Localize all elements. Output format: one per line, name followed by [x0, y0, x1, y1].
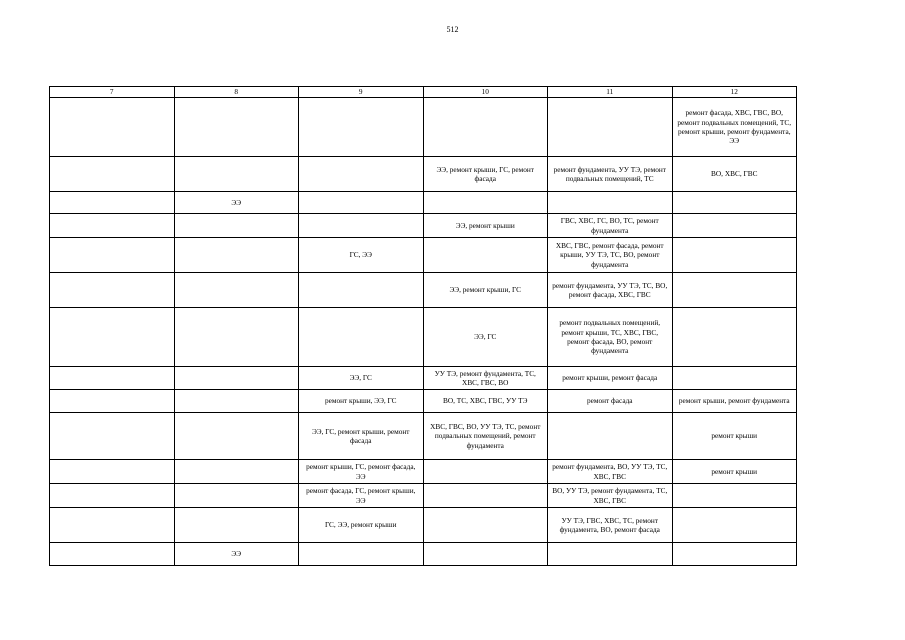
table-cell: ЭЭ, ГС [299, 367, 424, 390]
column-header: 10 [423, 87, 548, 98]
table-cell [672, 543, 797, 566]
table-row [50, 214, 797, 238]
table-cell [299, 308, 424, 367]
table-cell: ремонт подвальных помещений, ремонт крыши, ТС, ХВС, ГВС, ремонт фасада, ВО, ремонт фундамента [548, 308, 673, 367]
table-row [50, 367, 797, 390]
table-cell: ремонт крыши, ЭЭ, ГС [299, 390, 424, 413]
table-cell [423, 238, 548, 273]
table-cell: ремонт фасада, ГС, ремонт крыши, ЭЭ [299, 484, 424, 508]
column-header: 7 [50, 87, 175, 98]
table-cell [50, 238, 175, 273]
table-cell: ЭЭ [174, 543, 299, 566]
table-cell [50, 390, 175, 413]
table-cell [174, 214, 299, 238]
table-row [50, 238, 797, 273]
table-cell [548, 98, 673, 157]
table-row [50, 460, 797, 484]
table-cell [50, 308, 175, 367]
table-cell: ЭЭ, ГС [423, 308, 548, 367]
table-cell: ХВС, ГВС, ремонт фасада, ремонт крыши, УУ ТЭ, ТС, ВО, ремонт фундамента [548, 238, 673, 273]
column-header: 12 [672, 87, 797, 98]
table-cell: УУ ТЭ, ГВС, ХВС, ТС, ремонт фундамента, ВО, ремонт фасада [548, 508, 673, 543]
column-header: 11 [548, 87, 673, 98]
table-cell [50, 157, 175, 192]
table-cell [548, 192, 673, 214]
table-cell [672, 367, 797, 390]
table-cell: ремонт крыши, ремонт фасада [548, 367, 673, 390]
table-cell [299, 192, 424, 214]
table-cell: ЭЭ, ремонт крыши, ГС, ремонт фасада [423, 157, 548, 192]
table-cell: ЭЭ [174, 192, 299, 214]
table-cell: УУ ТЭ, ремонт фундамента, ТС, ХВС, ГВС, ВО [423, 367, 548, 390]
table-cell [548, 543, 673, 566]
table-cell [174, 157, 299, 192]
table-cell [50, 508, 175, 543]
table-cell: ремонт фасада [548, 390, 673, 413]
table-cell [423, 543, 548, 566]
table-row [50, 157, 797, 192]
table-cell: ВО, ХВС, ГВС [672, 157, 797, 192]
table-cell: ГВС, ХВС, ГС, ВО, ТС, ремонт фундамента [548, 214, 673, 238]
table-cell [50, 367, 175, 390]
data-table [49, 86, 797, 566]
table-cell [672, 273, 797, 308]
table-cell [174, 367, 299, 390]
table-cell [174, 390, 299, 413]
table-cell [299, 157, 424, 192]
table-cell [423, 484, 548, 508]
table-cell [174, 484, 299, 508]
table-cell [299, 214, 424, 238]
table-cell: ЭЭ, ГС, ремонт крыши, ремонт фасада [299, 413, 424, 460]
table-cell [672, 238, 797, 273]
table-cell: ВО, УУ ТЭ, ремонт фундамента, ТС, ХВС, ГВС [548, 484, 673, 508]
page-number: 512 [446, 25, 459, 34]
table-cell [423, 508, 548, 543]
table-cell [672, 214, 797, 238]
table-cell: ВО, ТС, ХВС, ГВС, УУ ТЭ [423, 390, 548, 413]
table-cell [299, 543, 424, 566]
table-cell: ЭЭ, ремонт крыши, ГС [423, 273, 548, 308]
table-cell [50, 192, 175, 214]
table-cell: ремонт фундамента, ВО, УУ ТЭ, ТС, ХВС, ГВС [548, 460, 673, 484]
table-cell: ЭЭ, ремонт крыши [423, 214, 548, 238]
table-cell [50, 273, 175, 308]
table-cell [174, 98, 299, 157]
table-cell [672, 192, 797, 214]
column-header: 9 [299, 87, 424, 98]
table-cell [50, 214, 175, 238]
table-row [50, 508, 797, 543]
table-cell [174, 238, 299, 273]
table-row [50, 543, 797, 566]
table-cell [672, 508, 797, 543]
table-cell: ремонт фундамента, УУ ТЭ, ремонт подвальных помещений, ТС [548, 157, 673, 192]
table-cell [50, 460, 175, 484]
table-cell: ремонт фасада, ХВС, ГВС, ВО, ремонт подвальных помещений, ТС, ремонт крыши, ремонт фундамента, ЭЭ [672, 98, 797, 157]
table-cell: ГС, ЭЭ [299, 238, 424, 273]
table-cell: ремонт крыши [672, 460, 797, 484]
table-cell: ХВС, ГВС, ВО, УУ ТЭ, ТС, ремонт подвальных помещений, ремонт фундамента [423, 413, 548, 460]
table-cell [174, 460, 299, 484]
table-cell [672, 484, 797, 508]
table-row [50, 390, 797, 413]
table-cell [423, 460, 548, 484]
table-cell: ремонт крыши, ремонт фундамента [672, 390, 797, 413]
table-cell [174, 308, 299, 367]
table-row [50, 98, 797, 157]
table-cell: ГС, ЭЭ, ремонт крыши [299, 508, 424, 543]
table-cell [174, 413, 299, 460]
table-cell [50, 484, 175, 508]
table-row [50, 413, 797, 460]
table-cell [299, 98, 424, 157]
table-cell [50, 543, 175, 566]
header-row [50, 87, 797, 98]
table-row [50, 308, 797, 367]
table-cell [548, 413, 673, 460]
table-cell [50, 98, 175, 157]
table-cell [423, 192, 548, 214]
table-cell: ремонт крыши [672, 413, 797, 460]
column-header: 8 [174, 87, 299, 98]
table-cell [672, 308, 797, 367]
table-cell: ремонт крыши, ГС, ремонт фасада, ЭЭ [299, 460, 424, 484]
table-row [50, 484, 797, 508]
table-row [50, 273, 797, 308]
table-cell [423, 98, 548, 157]
table-cell [299, 273, 424, 308]
table-cell [50, 413, 175, 460]
table-cell [174, 273, 299, 308]
table-row [50, 192, 797, 214]
table-cell: ремонт фундамента, УУ ТЭ, ТС, ВО, ремонт фасада, ХВС, ГВС [548, 273, 673, 308]
table-cell [174, 508, 299, 543]
